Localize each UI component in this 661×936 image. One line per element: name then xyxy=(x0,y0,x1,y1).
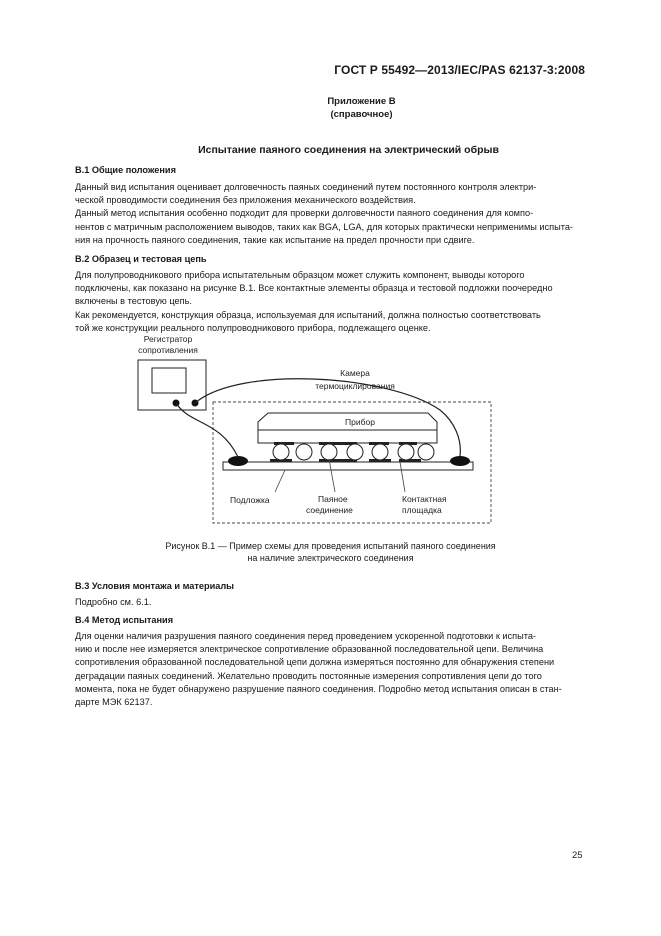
section-b4-body xyxy=(75,630,581,709)
annex-subtitle: (справочное) xyxy=(330,109,393,120)
recorder-label-line1: Регистратор xyxy=(143,334,193,344)
solder-ball xyxy=(321,444,337,460)
standard-id-header: ГОСТ Р 55492—2013/IEC/PAS 62137-3:2008 xyxy=(334,63,585,77)
chamber-label-line2: термоциклирования xyxy=(315,381,395,391)
section-b2-heading: В.2 Образец и тестовая цепь xyxy=(75,254,207,264)
solder-label-line2: соединение xyxy=(306,505,353,515)
recorder-label-line2: сопротивления xyxy=(138,345,198,355)
text-line: Данный вид испытания оценивает долговечность паяных соединений путем постоянного контроля электри- xyxy=(75,182,537,192)
section-b2-body xyxy=(75,269,581,335)
substrate-label: Подложка xyxy=(230,495,270,505)
main-title: Испытание паяного соединения на электрический обрыв xyxy=(198,144,499,156)
text-line: включены в тестовую цепь. xyxy=(75,296,192,307)
solder-ball xyxy=(398,444,414,460)
page-number: 25 xyxy=(572,850,583,861)
pad-label-line1: Контактная xyxy=(402,494,447,504)
solder-ball xyxy=(347,444,363,460)
test-circuit-diagram xyxy=(110,330,510,535)
pad-label-line2: площадка xyxy=(402,505,442,515)
solder-ball xyxy=(418,444,434,460)
figure-caption-line2: на наличие электрического соединения xyxy=(247,553,414,563)
substrate-terminal-right xyxy=(450,456,470,466)
leader-substrate xyxy=(275,470,285,492)
section-b1-heading: В.1 Общие положения xyxy=(75,165,176,175)
section-b3-heading: В.3 Условия монтажа и материалы xyxy=(75,581,235,591)
solder-ball xyxy=(296,444,312,460)
solder-label-line1: Паяное xyxy=(318,494,348,504)
solder-ball xyxy=(273,444,289,460)
text-line: Как рекомендуется, конструкция образца, используемая для испытаний, должна полностью соответствовать xyxy=(75,309,541,320)
chamber-label-line1: Камера xyxy=(340,368,370,378)
substrate xyxy=(223,462,473,470)
text-line: нентов с матричным расположением выводов, таких как BGA, LGA, для которых практически неприменимы испыта- xyxy=(75,221,573,232)
recorder-display xyxy=(152,368,186,393)
text-line: нию и после нее измеряется электрическое сопротивление образованной последовательной цепи. Величина xyxy=(75,644,544,655)
text-line: ческой проводимости соединения без приложения механического воздействия. xyxy=(75,195,416,206)
figure-caption-line1: Рисунок В.1 — Пример схемы для проведения испытаний паяного соединения xyxy=(165,541,496,551)
text-line: той же конструкции реального полупроводникового прибора, подлежащего оценке. xyxy=(75,322,431,333)
text-line: Подробно см. 6.1. xyxy=(75,597,152,607)
text-line: дарте МЭК 62137. xyxy=(75,697,153,708)
text-line: подключены, как показано на рисунке В.1. Все контактные элементы образца и тестовой подложки поочередно xyxy=(75,283,553,294)
text-line: Данный метод испытания особенно подходит для проверки долговечности паяного соединения для компо- xyxy=(75,208,534,219)
text-line: момента, пока не будет обнаружено разрушение паяного соединения. Подробно метод испытания описан в стан- xyxy=(75,683,562,694)
substrate-terminal-left xyxy=(228,456,248,466)
section-b3-body xyxy=(75,596,581,609)
text-line: Для полупроводникового прибора испытательным образцом может служить компонент, выводы которого xyxy=(75,270,525,280)
solder-ball xyxy=(372,444,388,460)
section-b1-body xyxy=(75,181,581,247)
text-line: сопротивления образованной последовательной цепи должна измеряться постоянно для обнаружения степени xyxy=(75,657,555,668)
wire-left xyxy=(176,403,238,457)
text-line: ния на прочность паяного соединения, такие как испытание на предел прочности при сдвиге. xyxy=(75,234,475,245)
text-line: Для оценки наличия разрушения паяного соединения перед проведением ускоренной подготовки к испыта- xyxy=(75,631,536,641)
device-body xyxy=(258,430,437,443)
device-label: Прибор xyxy=(345,417,375,427)
section-b4-heading: В.4 Метод испытания xyxy=(75,615,174,625)
annex-title: Приложение В xyxy=(327,96,396,107)
text-line: деградации паяных соединений. Желательно проводить постоянные измерения сопротивления цепи до того xyxy=(75,670,542,681)
